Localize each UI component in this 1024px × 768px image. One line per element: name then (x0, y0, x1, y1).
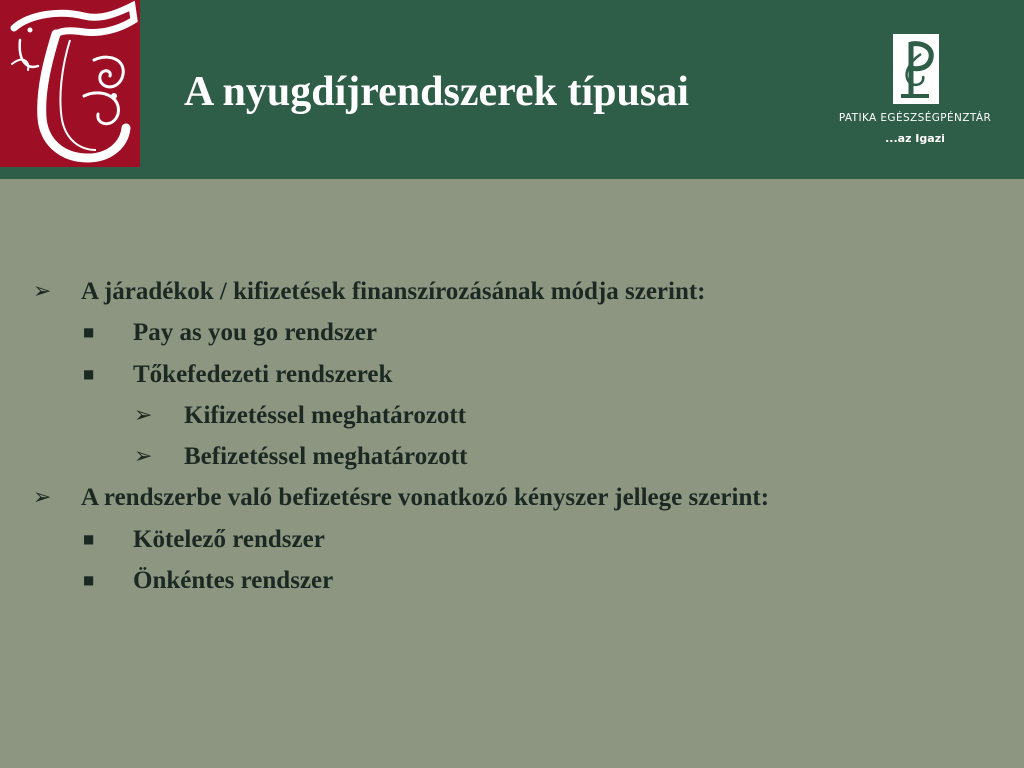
bullet-item (0, 354, 1024, 395)
bullet-text: Kifizetéssel meghatározott (184, 401, 467, 429)
patika-logo (826, 34, 1004, 154)
arrow-bullet-icon: ➢ (134, 444, 153, 470)
arrow-bullet-icon: ➢ (33, 485, 52, 511)
patika-slogan: ...az Igazi (885, 132, 945, 145)
arrow-bullet-icon: ➢ (134, 402, 153, 428)
square-bullet-icon: ■ (83, 325, 95, 340)
bullet-text: Pay as you go rendszer (133, 319, 377, 347)
square-bullet-icon: ■ (83, 531, 95, 546)
bullet-item (0, 477, 1024, 518)
bullet-text: A rendszerbe való befizetésre vonatkozó kényszer jellege szerint: (81, 484, 770, 512)
square-bullet-icon: ■ (83, 366, 95, 381)
slide-title: A nyugdíjrendszerek típusai (184, 69, 689, 115)
bullet-item (0, 395, 1024, 436)
square-bullet-icon: ■ (83, 573, 95, 588)
bullet-text: A járadékok / kifizetések finanszírozásának módja szerint: (81, 278, 706, 305)
ornamental-letter-t-logo (0, 0, 140, 167)
bullet-item (0, 312, 1024, 353)
bullet-list (0, 271, 1024, 601)
bullet-item (0, 271, 1024, 312)
bullet-item (0, 560, 1024, 601)
header-bar (0, 0, 1024, 179)
patika-name: PATIKA EGÉSZSÉGPÉNZTÁR (838, 112, 992, 124)
patika-p-logo-icon (893, 34, 939, 104)
bullet-text: Önkéntes rendszer (133, 567, 334, 595)
bullet-text: Befizetéssel meghatározott (184, 443, 468, 471)
bullet-item (0, 436, 1024, 477)
bullet-text: Tőkefedezeti rendszerek (133, 360, 393, 388)
arrow-bullet-icon: ➢ (33, 279, 52, 304)
bullet-item (0, 519, 1024, 560)
bullet-text: Kötelező rendszer (133, 525, 325, 553)
